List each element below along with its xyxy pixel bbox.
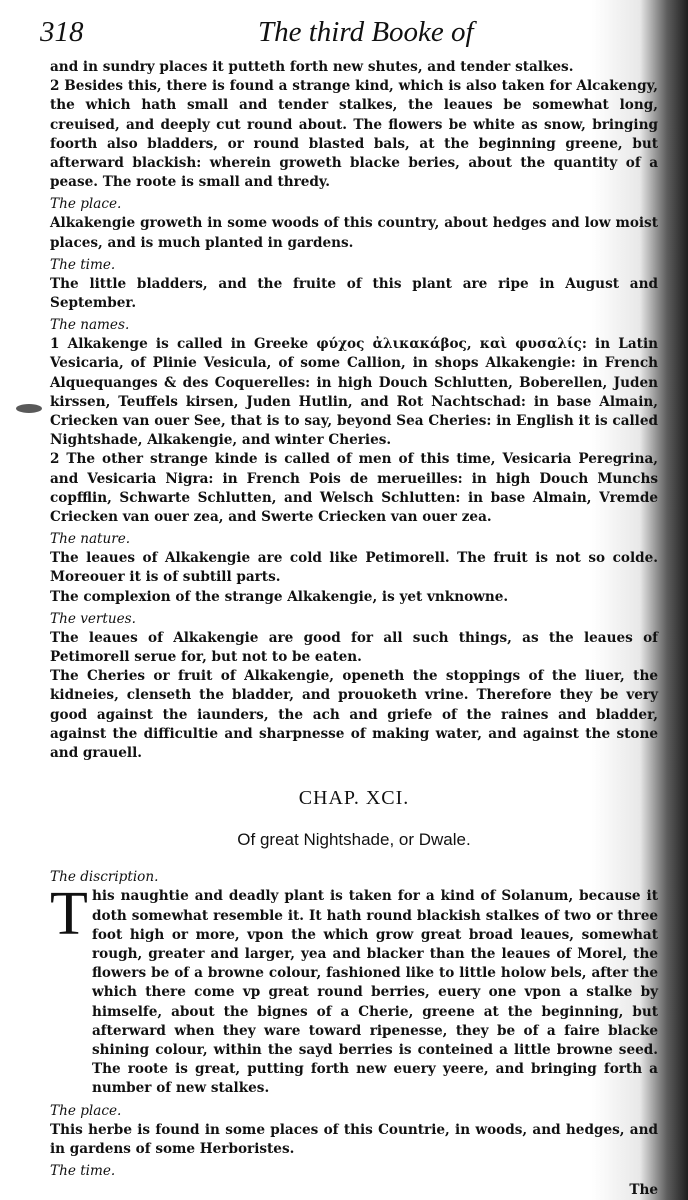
drop-cap: T xyxy=(50,880,88,949)
page-header xyxy=(40,12,600,54)
subhead-names: The names. xyxy=(50,317,130,334)
subhead-time-2: The time. xyxy=(50,1162,116,1179)
paragraph-vertues-1: The leaues of Alkakengie are good for all such things, as the leaues of Petimorell serue for, but not to be eaten. xyxy=(50,629,658,666)
subhead-place-2: The place. xyxy=(50,1102,122,1119)
catchword: The xyxy=(629,1181,658,1198)
ink-blot xyxy=(16,404,42,413)
subhead-discription: The discription. xyxy=(50,869,159,886)
paragraph-place-2: This herbe is found in some places of this Countrie, in woods, and hedges, and in gardens of some Herboristes. xyxy=(50,1121,658,1157)
running-title: The third Booke of xyxy=(258,16,474,48)
paragraph-continuation: and in sundry places it putteth forth new shutes, and tender stalkes. xyxy=(50,59,574,75)
page-number: 318 xyxy=(40,16,84,48)
subhead-place: The place. xyxy=(50,196,122,213)
paragraph-nature-1: The leaues of Alkakengie are cold like Petimorell. The fruit is not so colde. Moreouer it is of subtill parts. xyxy=(50,550,658,586)
page-body xyxy=(50,58,658,1200)
chapter-number: CHAP. XCI. xyxy=(298,787,410,810)
subhead-time: The time. xyxy=(50,256,116,273)
subhead-nature: The nature. xyxy=(50,531,131,548)
chapter-title: Of great Nightshade, or Dwale. xyxy=(237,830,471,850)
paragraph-nature-2: The complexion of the strange Alkakengie, is yet vnknowne. xyxy=(50,588,509,605)
paragraph-discription-text: his naughtie and deadly plant is taken for a kind of Solanum, because it doth somewhat resemble it. It hath round blackish stalkes of two or three foot high or more, vpon the which grow great broad leaues, somewhat rough, greater and larger, yea and blacker than the leaues of Morel, the flowers be of a browne colour, fashioned like to little holow bels, after the which there come vp great round berries, euery one vpon a stalke by himselfe, about the bignes of a Cherie, greene at the beginning, but afterward when they ware toward ripenesse, they be of a faire blacke shining colour, within the sayd berries is conteined a little browne seed. The roote is great, putting forth new euery yeere, and bringing forth a number of new stalkes. xyxy=(92,888,658,1097)
subhead-vertues: The vertues. xyxy=(50,610,136,627)
paragraph-time: The little bladders, and the fruite of this plant are ripe in August and September. xyxy=(50,275,658,312)
paragraph-names-1: 1 Alkakenge is called in Greeke φύχος ἀλικακάβος, καὶ φυσαλίς: in Latin Vesicaria, of Plinie Vesicula, of some Callion, in shops Alkakengie: in French Alquequanges & des Coquerelles: in high Douch Schlutten, Boberellen, Juden kirssen, Teuffels kirsen, Juden Hutlin, and Rot Nachtschad: in base Almain, Criecken van ouer See, that is to say, beyond Sea Cheries: in English it is called Nightshade, Alkakengie, and winter Cheries. xyxy=(50,336,658,449)
paragraph-vertues-2: The Cheries or fruit of Alkakengie, openeth the stoppings of the liuer, the kidneies, clenseth the bladder, and prouoketh vrine. Therefore they be very good against the iaunders, the ach and griefe of the raines and bladder, against the difficultie and sharpnesse of making water, and against the stone and grauell. xyxy=(50,668,658,762)
paragraph-discription xyxy=(50,880,658,1098)
paragraph-place: Alkakengie groweth in some woods of this country, about hedges and low moist places, and is much planted in gardens. xyxy=(50,215,658,251)
paragraph-names-2: 2 The other strange kinde is called of men of this time, Vesicaria Peregrina, and Vesicaria Nigra: in French Pois de merueilles: in high Douch Munchs copfflin, Schwarte Schlutten, and Welsch Schlutten: in base Almain, Vremde Criecken van ouer zea, and Swerte Criecken van ouer zea. xyxy=(50,451,658,526)
paragraph-description-2: 2 Besides this, there is found a strange kind, which is also taken for Alcakengy, the which hath small and tender stalkes, the leaues be somewhat long, creuised, and deeply cut round about. The flowers be white as snow, bringing foorth also bladders, or round blasted bals, at the beginning greene, but afterward blackish: wherein groweth blacke beries, about the quantity of a pease. The roote is small and thredy. xyxy=(50,78,658,191)
